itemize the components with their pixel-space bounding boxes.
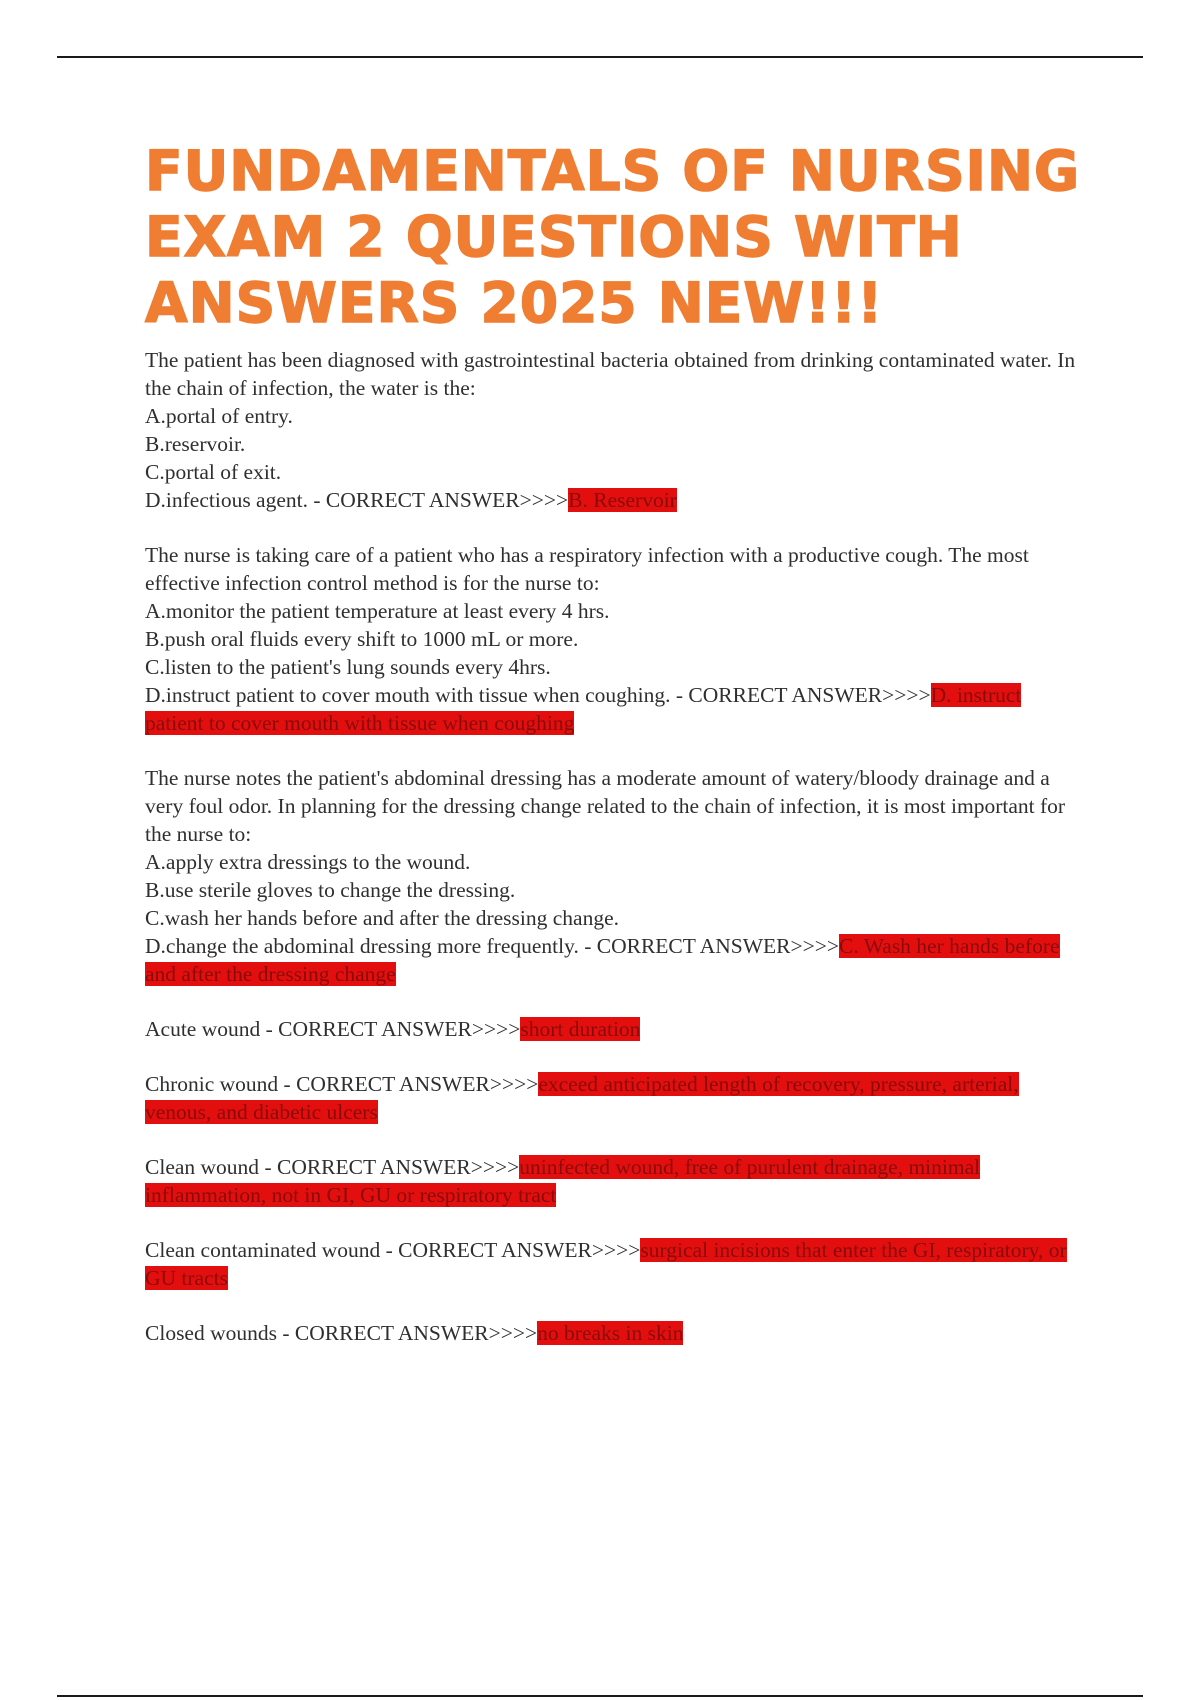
option-text: C.wash her hands before and after the dressing change. [145,906,620,930]
term-text: Clean contaminated wound [145,1238,381,1262]
correct-answer-highlight: exceed anticipated length of recovery, pressure, arterial, venous, and diabetic ulcers [145,1072,1019,1124]
option-text: C.listen to the patient's lung sounds every 4hrs. [145,655,551,679]
option-text: A.portal of entry. [145,404,293,428]
qa-item [145,1319,1085,1347]
answer-option [145,653,1085,681]
option-text: D.infectious agent. [145,488,308,512]
correct-answer-highlight: B. Reservoir [568,488,677,512]
correct-answer-marker: - CORRECT ANSWER>>>> [259,1155,520,1179]
answer-option [145,486,1085,514]
option-text: A.monitor the patient temperature at least every 4 hrs. [145,599,610,623]
correct-answer-marker: - CORRECT ANSWER>>>> [578,934,839,958]
answer-option [145,597,1085,625]
answer-option [145,876,1085,904]
question-text: The patient has been diagnosed with gastrointestinal bacteria obtained from drinking contaminated water. In the chain of infection, the water is the: [145,348,1076,400]
correct-answer-marker: - CORRECT ANSWER>>>> [277,1321,538,1345]
bottom-rule [57,1695,1143,1697]
correct-answer-highlight: short duration [520,1017,641,1041]
option-text: A.apply extra dressings to the wound. [145,850,471,874]
qa-list [145,346,1085,1347]
term-line [145,1236,1085,1292]
correct-answer-highlight: C. Wash her hands before and after the dressing change [145,934,1060,986]
term-line [145,1070,1085,1126]
correct-answer-highlight: no breaks in skin [537,1321,684,1345]
document-body [145,138,1085,1374]
qa-item [145,1015,1085,1043]
correct-answer-marker: - CORRECT ANSWER>>>> [260,1017,521,1041]
qa-item [145,346,1085,514]
correct-answer-highlight: D. instruct patient to cover mouth with tissue when coughing [145,683,1022,735]
answer-option [145,458,1085,486]
answer-option [145,402,1085,430]
option-text: C.portal of exit. [145,460,282,484]
qa-item [145,1070,1085,1126]
answer-option [145,932,1085,988]
option-text: B.push oral fluids every shift to 1000 mL or more. [145,627,579,651]
answer-option [145,848,1085,876]
answer-option [145,681,1085,737]
question-text: The nurse notes the patient's abdominal dressing has a moderate amount of watery/bloody drainage and a very foul odor. In planning for the dressing change related to the chain of infection, it is most important for the nurse to: [145,766,1066,846]
qa-item [145,1153,1085,1209]
term-text: Acute wound [145,1017,261,1041]
option-text: D.instruct patient to cover mouth with tissue when coughing. [145,683,671,707]
qa-item [145,764,1085,988]
answer-option [145,904,1085,932]
question-text: The nurse is taking care of a patient who has a respiratory infection with a productive cough. The most effective infection control method is for the nurse to: [145,543,1029,595]
term-text: Clean wound [145,1155,260,1179]
option-text: B.reservoir. [145,432,246,456]
option-text: D.change the abdominal dressing more frequently. [145,934,579,958]
option-text: B.use sterile gloves to change the dressing. [145,878,516,902]
top-rule [57,56,1143,58]
term-text: Closed wounds [145,1321,277,1345]
term-line [145,1015,1085,1043]
correct-answer-marker: - CORRECT ANSWER>>>> [308,488,569,512]
correct-answer-marker: - CORRECT ANSWER>>>> [670,683,931,707]
qa-item [145,1236,1085,1292]
correct-answer-marker: - CORRECT ANSWER>>>> [278,1072,539,1096]
correct-answer-highlight: surgical incisions that enter the GI, respiratory, or GU tracts [145,1238,1067,1290]
answer-option [145,430,1085,458]
term-text: Chronic wound [145,1072,279,1096]
document-title: FUNDAMENTALS OF NURSING EXAM 2 QUESTIONS WITH ANSWERS 2025 NEW!!! [145,139,1081,335]
correct-answer-marker: - CORRECT ANSWER>>>> [380,1238,641,1262]
correct-answer-highlight: uninfected wound, free of purulent drainage, minimal inflammation, not in GI, GU or respiratory tract [145,1155,981,1207]
term-line [145,1319,1085,1347]
answer-option [145,625,1085,653]
term-line [145,1153,1085,1209]
qa-item [145,541,1085,737]
